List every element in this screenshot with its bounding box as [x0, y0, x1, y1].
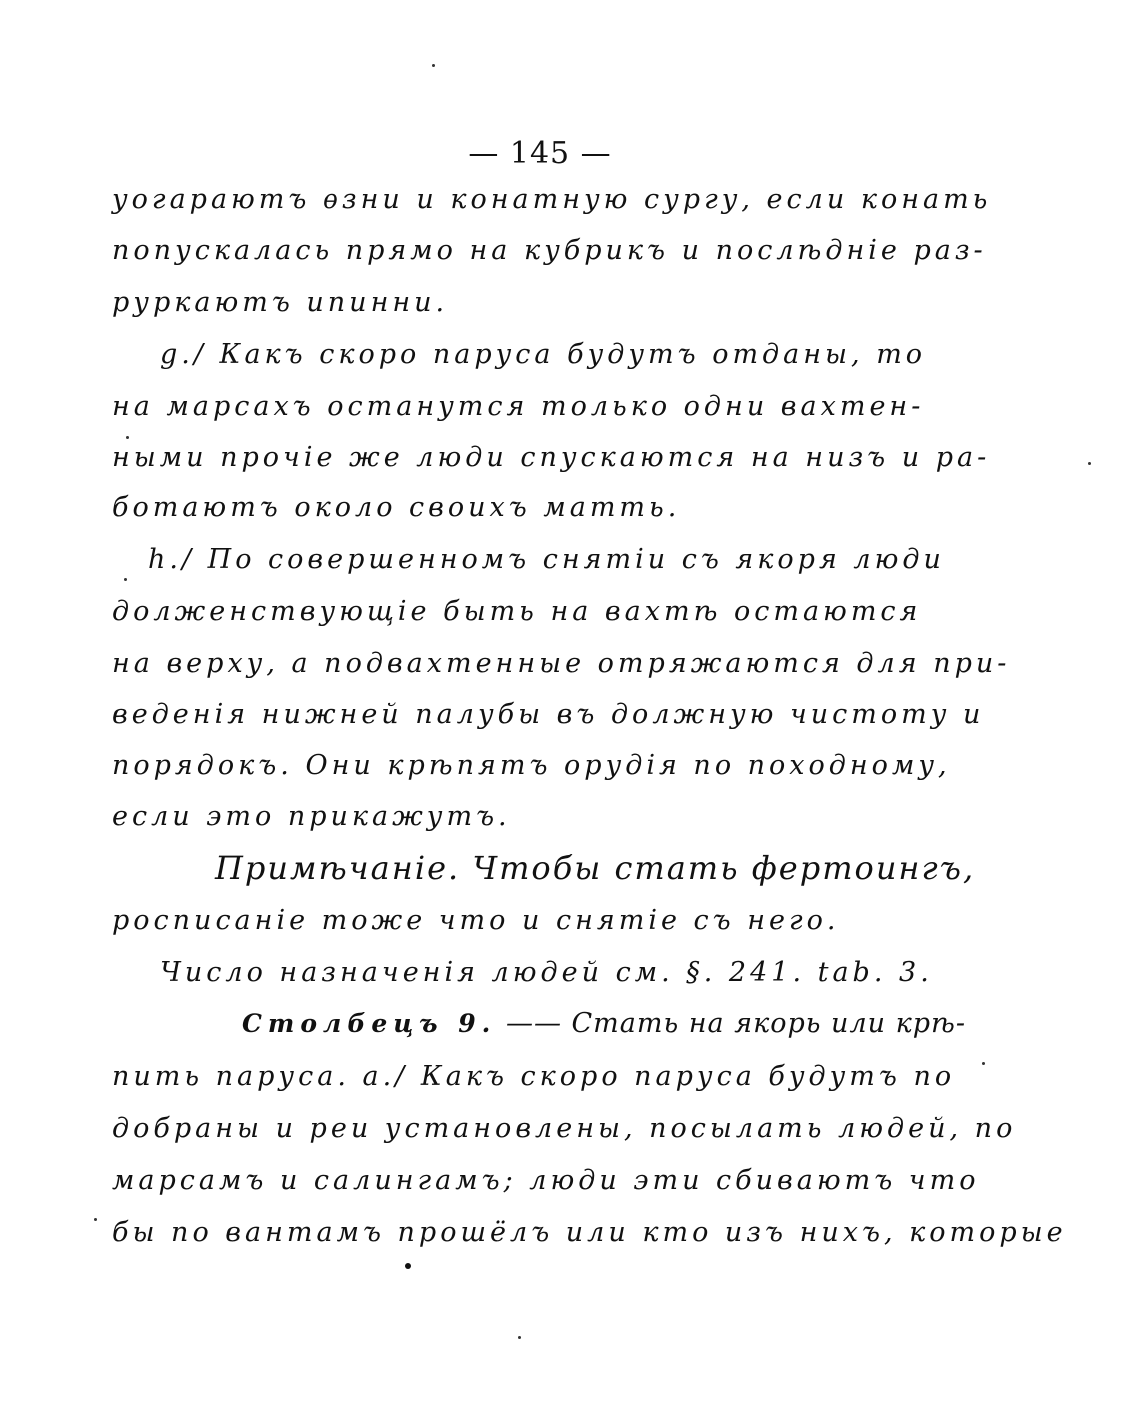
text-line-6: ными прочiе же люди спускаются на низъ и ра-	[112, 442, 991, 473]
speck-mark	[1088, 462, 1091, 465]
column-heading-line	[242, 1004, 967, 1044]
text-line-3: руркаютъ ипинни.	[112, 287, 449, 318]
note-heading-line: Примѣчанiе. Чтобы стать фертоингъ,	[215, 849, 976, 887]
text-line-21: бы по вантамъ прошёлъ или кто изъ нихъ, которые	[112, 1217, 1067, 1248]
text-line-7: ботаютъ около своихъ матть.	[112, 492, 681, 523]
text-line-13: если это прикажутъ.	[112, 801, 511, 832]
text-line-9: долженствующiе быть на вахтѣ остаются	[112, 596, 922, 627]
text-line-20: марсамъ и салингамъ; люди эти сбиваютъ что	[112, 1165, 980, 1196]
text-line-12: порядокъ. Они крѣпятъ орудiя по походному,	[112, 750, 951, 781]
speck-mark	[982, 1062, 985, 1065]
speck-mark	[126, 436, 129, 439]
speck-mark	[432, 64, 435, 67]
speck-mark	[124, 578, 127, 581]
column-heading: Столбецъ 9.	[242, 1009, 497, 1038]
text-line-1: уогараютъ ѳзни и конатную сургу, если конать	[112, 184, 992, 215]
text-line-4: g./ Какъ скоро паруса будутъ отданы, то	[160, 339, 927, 370]
text-line-11: веденiя нижней палубы въ должную чистоту и	[112, 699, 985, 730]
text-line-18: пить паруса. a./ Какъ скоро паруса будутъ по	[112, 1061, 956, 1092]
ink-dot	[405, 1263, 411, 1269]
column-heading-rest: —— Стать на якорь или крѣ-	[505, 1008, 966, 1039]
page-number: — 145 —	[468, 136, 612, 171]
text-line-2: попускалась прямо на кубрикъ и послѣдніе раз-	[112, 235, 987, 266]
text-line-8: h./ По совершенномъ снятiи съ якоря люди	[148, 544, 945, 575]
text-line-10: на верху, а подвахтенные отряжаются для при-	[112, 648, 1011, 679]
text-line-16: Число назначенiя людей см. §. 241. tab. 3.	[160, 957, 933, 988]
speck-mark	[518, 1336, 521, 1339]
text-line-19: добраны и реи установлены, посылать людей, по	[112, 1113, 1017, 1144]
speck-mark	[94, 1218, 97, 1221]
text-line-5: на марсахъ останутся только одни вахтен-	[112, 391, 925, 422]
text-line-15: росписанiе тоже что и снятiе съ него.	[112, 905, 840, 936]
